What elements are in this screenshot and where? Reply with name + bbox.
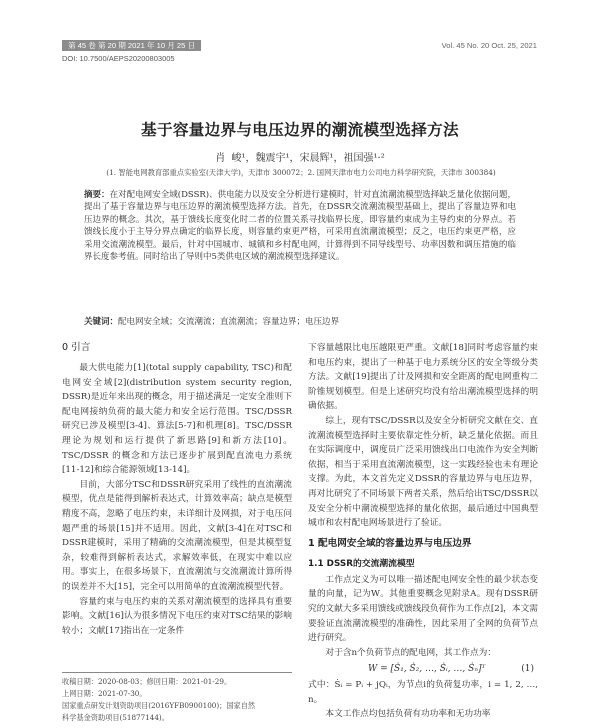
abstract-label: 摘要： (84, 190, 110, 200)
issue-info-english: Vol. 45 No. 20 Oct. 25, 2021 (441, 41, 537, 50)
section-paragraph-3: 本文工作点均包括负荷有功功率和无功功率 (325, 709, 491, 720)
footnotes (62, 672, 292, 724)
footnote-funding-2: 科学基金资助项目(51877144)。 (62, 713, 169, 722)
intro-heading: 0 引言 (62, 342, 91, 353)
abstract (84, 189, 516, 263)
keywords (84, 316, 516, 328)
intro-paragraph-3: 容量约束与电压约束的关系对潮流模型的选择具有重要影响。文献[16]认为很多情况下电压约束对TSC结果的影响较小；文献[17]指出在一定条件 (62, 596, 292, 636)
keywords-text: 配电网安全域；交流潮流；直流潮流；容量边界；电压边界 (118, 317, 340, 327)
right-column (308, 341, 538, 722)
footnote-received: 收稿日期：2020-08-03；修回日期：2021-01-29。 (62, 677, 232, 686)
intro-paragraph-2: 目前，大部分TSC和DSSR研究采用了线性的直流潮流模型，优点是能得到解析表达式，计算效率高；缺点是模型精度不高，忽略了电压约束，未详细计及网损，对于电压问题严重的场景[15]并不适用。因此，文献[3-4]在对TSC和DSSR建模时，采用了精确的交流潮流模型，但是其模型复杂，较难得到解析表达式，求解效率低，在现实中难以应用。事实上，在很多场景下，直流潮流与交流潮流计算所得的误差并不大[15]，完全可以用简单的直流潮流模型代替。 (62, 479, 292, 592)
section-1-heading: 1 配电网安全域的容量边界与电压边界 (308, 537, 472, 549)
section-paragraph-1: 工作点定义为可以唯一描述配电网安全性的最少状态变量的向量，记为W。其他重要概念见附录A。现有DSSR研究的文献大多采用馈线或馈线段负荷作为工作点[2]，本文需要验证直流潮流模型的准确性，因此采用了全网的负荷节点进行研究。 (308, 574, 538, 644)
footnote-funding-1: 国家重点研发计划资助项目(2016YFB0900100)；国家自然 (62, 701, 256, 710)
equation-1-number: (1) (521, 664, 534, 675)
equation-note: 式中：Ṡᵢ = Pᵢ + jQᵢ，为节点i的负荷复功率，i = 1, 2, …, n。 (308, 680, 538, 705)
authors: 肖 峻¹，魏震宇¹，宋晨辉¹，祖国强¹·² (215, 153, 385, 164)
section-paragraph-2: 对于含n个负荷节点的配电网，其工作点为： (325, 647, 497, 658)
intro-paragraph-5: 综上，现有TSC/DSSR以及安全分析研究文献在交、直流潮流模型选择时主要依靠定性分析，缺乏量化依据。而且在实际调度中，调度员广泛采用馈线出口电流作为安全判断依据，相当于采用直流潮流模型，这一实践经验也未有理论支撑。为此，本文首先定义DSSR的容量边界与电压边界，再对比研究了不同场景下两者关系，然后给出TSC/DSSR以及安全分析中潮流模型选择的量化依据，最后通过中国典型城市和农村配电网场景进行了验证。 (308, 415, 538, 529)
keywords-label: 关键词： (84, 317, 119, 327)
intro-paragraph-4: 下容量越限比电压越限更严重。文献[18]同时考虑容量约束和电压约束，提出了一种基于电力系统分区的安全等级分类方法。文献[19]提出了计及网损和安全距离的配电网重构二阶锥规划模型。但是上述研究均没有给出潮流模型选择的明确依据。 (308, 343, 538, 412)
paper-title: 基于容量边界与电压边界的潮流模型选择方法 (141, 121, 459, 139)
intro-paragraph-1: 最大供电能力[1](total supply capability, TSC)和配电网安全域[2](distribution system security region, DSSR)是近年来出现的概念，用于描述满足一定安全准则下配电网接纳负荷的最大能力和安全运行范围。TSC/DSSR 研究已涉及模型[3-4]、算法[5-7]和机理[8]。TSC/DSSR 理论为规划和运行提供了新思路[9]和新方法[10]。TSC/DSSR 的概念和方法已逐步扩展到配直流电力系统[11-12]和综合能源领域[13-14]。 (62, 363, 292, 476)
equation-1 (308, 660, 538, 678)
journal-header (62, 40, 537, 51)
issue-info: 第 45 卷 第 20 期 2021 年 10 月 25 日 (62, 40, 201, 51)
subsection-1-1-heading: 1.1 DSSR的交流潮流模型 (308, 558, 415, 569)
footnote-online: 上网日期：2021-07-30。 (62, 689, 147, 698)
doi: DOI: 10.7500/AEPS20200803005 (62, 54, 175, 63)
equation-1-body: W = [Ṡ₁, Ṡ₂, …, Ṡᵢ, …, Ṡₙ]ᵀ (368, 664, 486, 675)
left-column (62, 341, 292, 638)
abstract-text: 在对配电网安全域(DSSR)、供电能力以及安全分析进行建模时，针对直流潮流模型选择缺乏量化依据问题，提出了基于容量边界与电压边界的潮流模型选择方法。首先，在DSSR交流潮流模型基础上，提出了容量边界和电压边界的概念。其次，基于馈线长度变化时二者的位置关系寻找临界长度，即容量约束成为主导约束的分界点。若馈线长度小于主导分界点确定的临界长度，则容量约束更严格，可采用直流潮流模型；反之，电压约束更严格，应采用交流潮流模型。最后，针对中国城市、城镇和乡村配电网，计算得到不同导线型号、功率因数和调压措施的临界长度参考值。同时给出了导则中5类供电区域的潮流模型选择建议。 (84, 190, 516, 263)
affiliation: (1. 智能电网教育部重点实验室(天津大学)，天津市 300072；2. 国网天津市电力公司电力科学研究院，天津市 300384) (106, 168, 496, 177)
